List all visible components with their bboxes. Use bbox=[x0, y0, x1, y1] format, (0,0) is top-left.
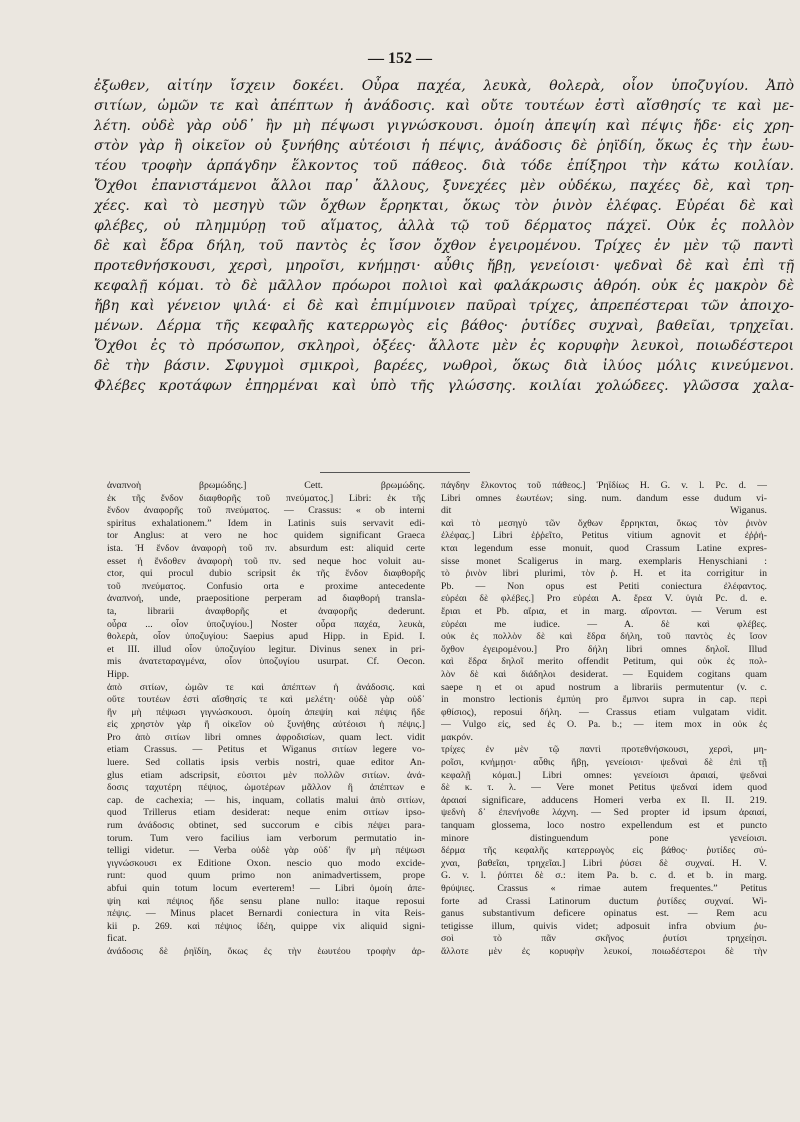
main-text-line: Ὄχθοι ἐπανιστάμενοι ἄλλοι παρ᾽ ἄλλους, ξυνεχέες μὲν οὐδέκω, παχέες δὲ, καὶ τρη- bbox=[94, 178, 794, 194]
footnote-line: rum ἀνάδοσις obtinet, sed succorum e cibis πέψει para- bbox=[107, 820, 425, 832]
footnote-line: forte ad Crassi Latinorum ductum ῥυτίδες συχναί. Wi- bbox=[441, 895, 767, 907]
footnote-line: — Vulgo εἰς, sed ἐς O. Pa. b.; — item mox in οὐκ ἐς bbox=[441, 719, 767, 731]
footnote-line: οὔτε τουτέων ἐστὶ αἴσθησίς τε καὶ μελέτη· οὐδὲ γὰρ οὐδ᾽ bbox=[107, 694, 425, 706]
main-text-line: σιτίων, ὠμῶν τε καὶ ἀπέπτων ἡ ἀνάδοσις. καὶ οὔτε τουτέων ἐστὶ αἴσθησίς τε καὶ με- bbox=[94, 98, 794, 114]
footnote-line: tor Anglus: at vero ne hoc quidem significant Graeca bbox=[107, 530, 425, 542]
footnote-line: etiam Crassus. — Petitus et Wiganus σιτίων legere vo- bbox=[107, 744, 425, 756]
footnote-line: τρίχες ἐν μὲν τῷ παντὶ προτεθνήσκουσι, χερσὶ, μη- bbox=[441, 744, 767, 756]
footnote-line: πέψις. — Minus placet Bernardi coniectura in vita Reis- bbox=[107, 908, 425, 920]
footnote-line: abfui quin totum locum everterem! — Libri ὁμοίη ἀπε- bbox=[107, 883, 425, 894]
footnote-line: Pro ἀπὸ σιτίων libri omnes ἀφροδισίων, quam lect. vidit bbox=[107, 731, 425, 743]
footnote-line: ἢν μὴ πέψωσι γιγνώσκουσι. ὁμοίη ἀπεψίη καὶ πέψις ἥδε bbox=[107, 706, 425, 718]
footnote-line: χναι, βαθεῖαι, τρηχεῖαι.] Libri ῥύσει δὲ συχναί. H. V. bbox=[441, 857, 767, 869]
footnote-line: ta, librarii ἀναφθορῆς et ἀναφορῆς dederunt. bbox=[107, 605, 425, 617]
main-text-line: δὲ τὴν βάσιν. Σφυγμοὶ σμικροὶ, βαρέες, νωθροὶ, ὅκως διὰ ἰλύος μόλις κινεύμενοι. bbox=[94, 358, 794, 374]
footnote-line: ἄλλοτε μὲν ἐς κορυφὴν λευκοί, ποιωδέστεροι δὲ τὴν bbox=[441, 945, 767, 957]
main-text-line: στὸν γὰρ ἢ οἰκεῖον οὐ ξυνήθης αὐτέοισι ἡ πέψις, ἀνάδοσις δὲ ῥηϊδίη, ὅκως ἐς τὴν ἑωυ- bbox=[94, 138, 794, 154]
footnote-line: telligi videtur. — Verba οὐδὲ γὰρ οὐδ᾽ ἢν μὴ πέψωσι bbox=[107, 845, 425, 857]
footnote-line: G. v. l. ῥύπτει δὲ σ.: item Pa. b. c. d. et b. in marg. bbox=[441, 870, 767, 882]
footnote-line: φθίσιος), reposui δήλη. — Crassus etiam vulgatam vidit. bbox=[441, 706, 767, 718]
footnote-line: ista. Ἡ ἔνδον ἀναφορὴ τοῦ πν. absurdum est: aliquid certe bbox=[107, 542, 425, 554]
footnote-line: ganus substantivum deficere opinatus est. — Rem acu bbox=[441, 908, 767, 920]
footnote-line: cap. de cachexia; — his, inquam, collatis malui ἀπὸ σιτίων, bbox=[107, 794, 425, 806]
footnote-line: κται legendum esse monuit, quod Crassum Latine expres- bbox=[441, 542, 767, 554]
main-text-line: δὲ καὶ ἔδρα δήλη, τοῦ παντὸς ἐς ἴσον ὄχθον ἐγειρομένου. Τρίχες ἐν μὲν τῷ παντὶ bbox=[94, 238, 794, 254]
footnote-line: sisse monet Scaligerus in marg. exemplaris Henyschiani : bbox=[441, 555, 767, 567]
notes-column-right bbox=[441, 480, 767, 959]
footnote-line: minore distinguendum pone γενείοισι. bbox=[441, 832, 767, 844]
footnote-line: καὶ τὸ μεσηγὺ τῶν ὄχθων ἔρρηκται, ὅκως τὸν ῥινὸν bbox=[441, 517, 767, 529]
footnote-line: ἔνδον ἀναφορῆς τοῦ πνεύματος. — Crassus: « ob interni bbox=[107, 505, 425, 517]
footnote-line: Libri omnes ἑωυτέων; sing. num. dandum esse dudum vi- bbox=[441, 492, 767, 504]
footnote-line: ὄχθον ἐγειρομένου.] Pro δήλη libri omnes δηλοῖ. Illud bbox=[441, 643, 767, 655]
footnote-line: kii p. 269. καὶ πέψιος ἰδέη, quippe vix aliquid signi- bbox=[107, 920, 425, 932]
main-text-line: μένων. Δέρμα τῆς κεφαλῆς κατερρωγὸς εἰς βάθος· ῥυτίδες συχναὶ, βαθεῖαι, τρηχεῖαι. bbox=[94, 318, 794, 334]
footnote-line: πάγδην ἕλκοντος τοῦ πάθεος.] Ῥηϊδίως H. G. v. l. Pc. d. — bbox=[441, 480, 767, 491]
footnote-line: οὐκ ἐς πολλὸν δὲ καὶ ἕδρα δήλη, τοῦ παντὸς ἐς ἴσον bbox=[441, 631, 767, 643]
footnote-line: dit Wiganus. bbox=[441, 505, 767, 517]
footnote-line: tetigisse illum, quivis videt; adposuit infra obvium ῥυ- bbox=[441, 920, 767, 932]
footnote-line: ἐκ τῆς ἔνδον διαφθορῆς τοῦ πνεύματος.] Libri: ἐκ τῆς bbox=[107, 492, 425, 504]
footnote-line: tanquam glossema, loco nostro expellendum est et puncto bbox=[441, 820, 767, 832]
footnote-divider bbox=[320, 472, 470, 473]
footnote-line: quod Trillerus etiam desiderat: neque enim σιτίων ipso- bbox=[107, 807, 425, 819]
footnote-line: saepe η et οι apud nostrum a librariis permutentur (v. c. bbox=[441, 681, 767, 693]
footnote-line: esset ἡ ἔνδοθεν ἀναφορὴ τοῦ πν. sed neque hoc voluit au- bbox=[107, 555, 425, 567]
footnote-line: εὐρέαι δὲ φλέβες.] Pro εὐρέαι A. ἔρεα V. ὑγιὰ Pc. d. e. bbox=[441, 593, 767, 605]
footnote-line: torum. Tum vero facilius iam verborum permutatio in- bbox=[107, 832, 425, 844]
footnote-line: μακρόν. bbox=[441, 731, 473, 743]
notes-column-left bbox=[107, 480, 425, 959]
footnote-line: glus etiam adscripsit, εὐσιτοι μὲν πολλῶν σιτίων. ἀνά- bbox=[107, 769, 425, 781]
footnote-line: ficat. bbox=[107, 933, 127, 945]
footnote-line: mis ἀνατεταραγμένα, οἷον ὑποζυγίου usurpat. Cf. Oecon. bbox=[107, 656, 425, 668]
footnote-line: ctor, qui procul dubio scripsit ἐκ τῆς ἔνδον διαφθορῆς bbox=[107, 568, 425, 580]
footnote-line: ἀναπνοὴ βρωμώδης.] Cett. βρωμώδης. bbox=[107, 480, 425, 491]
footnote-line: in monstro lectionis ἐμπύη pro ἔμπνοι supra in cap. περὶ bbox=[441, 694, 767, 706]
footnote-line: γιγνώσκουσι ex Editione Oxon. nescio quo modo excide- bbox=[107, 857, 425, 869]
main-text-line: λέτη. οὐδὲ γὰρ οὐδ᾽ ἢν μὴ πέψωσι γιγνώσκουσι. ὁμοίη ἀπεψίη καὶ πέψις ἤδε· εἰς χρη- bbox=[94, 118, 794, 134]
footnote-line: ἐλέφας.] Libri ἐῤῥεῖτο, Petitus vitium agnovit et ἐῤῥή- bbox=[441, 530, 767, 542]
footnote-line: luere. Sed collatis ipsis verbis nostri, quae editor An- bbox=[107, 757, 425, 769]
footnote-line: ἀναπνοή, unde, praepositione perperam ad διαφθορή transla- bbox=[107, 593, 425, 605]
footnote-line: θρύψιες. Crassus « rimae autem frequentes.” Petitus bbox=[441, 883, 767, 894]
footnote-line: οὖρα ... οἷον ὑποζυγίου.] Noster οὖρα παχέα, λευκὰ, bbox=[107, 618, 425, 630]
footnote-line: spiritus exhalationem.” Idem in Latinis suis servavit edi- bbox=[107, 517, 425, 529]
footnote-line: ἀπὸ σιτίων, ὠμῶν τε καὶ ἀπέπτων ἡ ἀνάδοσις. καὶ bbox=[107, 681, 425, 693]
footnote-line: εὐρέαι me iudice. — A. δὲ καὶ φλέβες. bbox=[441, 618, 767, 630]
footnote-line: σοὶ τὸ πᾶν σκῆνος ῥυτίσι τρηχείῃσι. bbox=[441, 933, 767, 945]
main-text-line: τέου τροφὴν ἁρπάγδην ἕλκοντος τοῦ πάθεος. διὰ τόδε ἐπίξηροι τὴν κάτω κοιλίαν. bbox=[94, 158, 794, 174]
footnote-line: τὸ ῥινὸν libri plurimi, τὸν ῥ. H. et ita corrigitur in bbox=[441, 568, 767, 580]
main-greek-text bbox=[94, 76, 794, 396]
footnote-line: εἰς χρηστὸν γὰρ ἢ οἰκεῖον οὐ ξυνήθης αὐτέοισι ἡ πέψις.] bbox=[107, 719, 425, 731]
footnote-line: runt: quod quum primo non animadvertissem, prope bbox=[107, 870, 425, 882]
footnote-line: κεφαλῇ κόμαι.] Libri omnes: γενείοισι ἀραιαί, ψεδναὶ bbox=[441, 769, 767, 781]
footnote-line: δέρμα τῆς κεφαλῆς κατερρωγὸς εἰς βάθος· ῥυτίδες σύ- bbox=[441, 845, 767, 857]
main-text-line: χέες. καὶ τὸ μεσηγὺ τῶν ὄχθων ἔρρηκται, ὅκως τὸν ῥινὸν ἐλέφας. Εὐρέαι δὲ καὶ bbox=[94, 198, 794, 214]
main-text-line: φλέβες, οὐ πλημμύρῃ τοῦ αἵματος, ἀλλὰ τῷ τοῦ δέρματος πάχεϊ. Οὐκ ἐς πολλὸν bbox=[94, 218, 794, 234]
footnote-line: λὸν δὲ καὶ διάδηλοι desiderat. — Equidem cogitans quam bbox=[441, 668, 767, 680]
main-text-line: προτεθνήσκουσι, χερσὶ, μηροῖσι, κνήμῃσι· αὖθις ἤβῃ, γενείοισι· ψεδναὶ δὲ καὶ ἐπὶ τῇ bbox=[94, 258, 794, 274]
footnote-line: ἀνάδοσις δὲ ῥηϊδίη, ὅκως ἐς τὴν ἑωυτέου τροφὴν ἁρ- bbox=[107, 945, 425, 957]
footnote-line: δὲ κ. τ. λ. — Vere monet Petitus ψεδναί idem quod bbox=[441, 782, 767, 794]
footnote-line: τοῦ πνεύματος. Confusio orta e proxime antecedente bbox=[107, 580, 425, 592]
page-number: — 152 — bbox=[368, 50, 432, 67]
footnote-line: θολερὰ, οἷον ὑποζυγίου: Saepius apud Hipp. in Epid. I. bbox=[107, 631, 425, 643]
footnote-line: ψεδνὴ δ᾽ ἐπενήνοθε λάχνη. — Sed propter id ipsum ἀραιαί, bbox=[441, 807, 767, 819]
main-text-line: Ὄχθοι ἐς τὸ πρόσωπον, σκληροὶ, ὀξέες· ἄλλοτε μὲν ἐς κορυφὴν λευκοὶ, ποιωδέστεροι bbox=[94, 338, 794, 354]
footnote-line: ἔριαι et Pb. αἴρια, et in marg. αἴρονται. — Verum est bbox=[441, 605, 767, 617]
main-text-line: κεφαλῇ κόμαι. τὸ δὲ μᾶλλον πρόωροι πολιοὶ καὶ φαλάκρωσις ἀθρόη. οὐκ ἐς μακρὸν δὲ bbox=[94, 278, 794, 294]
footnote-line: ἀραιαί significare, adducens Homeri verba ex Il. II. 219. bbox=[441, 794, 767, 806]
footnote-line: ψίη καὶ πέψιος ἥδε sensu plane nullo: itaque reposui bbox=[107, 895, 425, 907]
main-text-line: Φλέβες κροτάφων ἐπηρμέναι καὶ ὑπὸ τῆς γλώσσης. κοιλίαι χολώδεες. γλῶσσα χαλα- bbox=[94, 378, 794, 394]
main-text-line: ἐξωθεν, αἰτίην ἴσχειν δοκέει. Οὖρα παχέα, λευκὰ, θολερὰ, οἷον ὑποζυγίου. Ἀπὸ bbox=[94, 78, 794, 94]
footnote-line: δοσις ταχυτέρη πέψιος, ὠμοτέρων μᾶλλον ἢ ἀπέπτων e bbox=[107, 782, 425, 794]
footnote-line: Hipp. bbox=[107, 668, 130, 680]
footnote-line: Pb. — Non opus est Petiti coniectura ἐλέφαντος. bbox=[441, 580, 767, 592]
footnote-line: ροῖσι, κνήμῃσι· αὖθις ἤβῃ, γενείοισι· ψεδναὶ δὲ ἐπὶ τῇ bbox=[441, 757, 767, 769]
main-text-line: ἤβη καὶ γένειον ψιλά· εἰ δὲ καὶ ἐπιμίμνοιεν παῦραὶ τρίχες, ἀπρεπέστεραι τῶν ἀποιχο- bbox=[94, 298, 794, 314]
footnote-line: καὶ ἕδρα δηλοῖ merito offendit Petitum, qui οὐκ ἐς πολ- bbox=[441, 656, 767, 668]
footnote-line: et III. illud οἷον ὑποζυγίου legitur. Divinus senex in pri- bbox=[107, 643, 425, 655]
